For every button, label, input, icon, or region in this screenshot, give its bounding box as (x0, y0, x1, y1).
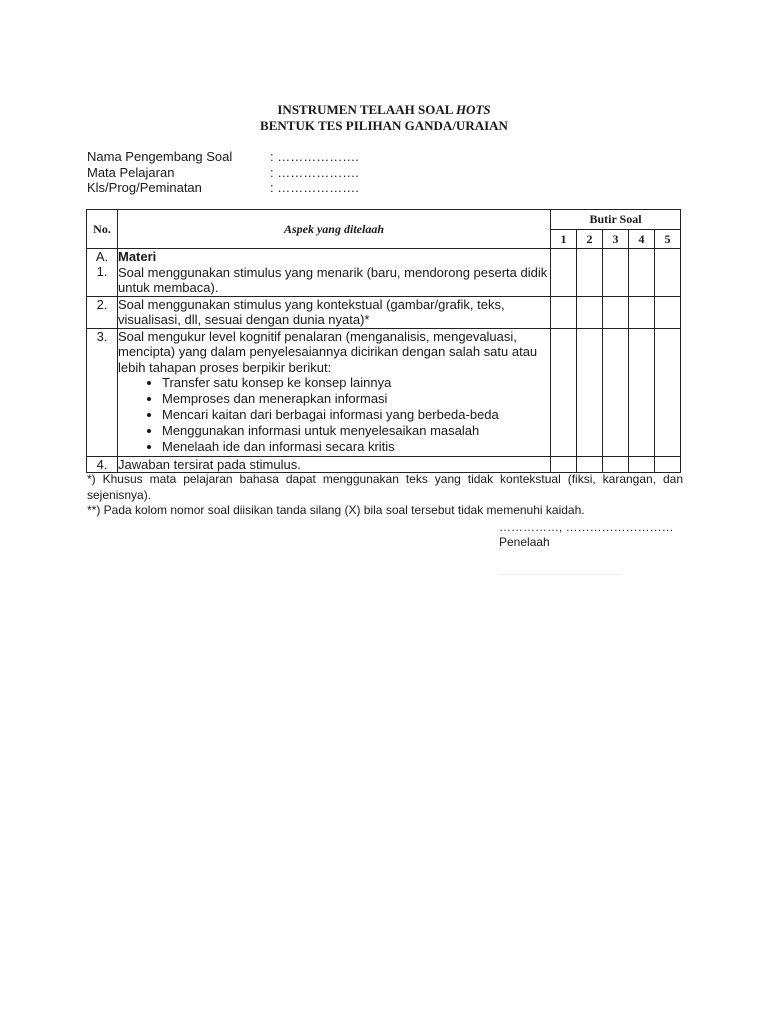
footnotes (87, 472, 683, 519)
header-item-2: 2 (577, 230, 603, 249)
header-item-4: 4 (629, 230, 655, 249)
review-table (86, 209, 681, 473)
check-cell-2-1[interactable] (551, 296, 577, 328)
row-text-2: Soal menggunakan stimulus yang kontekstual (gambar/grafik, teks, visualisasi, dll, sesuai dengan dunia nyata)* (118, 296, 551, 328)
title-emphasis: HOTS (455, 102, 491, 117)
header-no: No. (87, 210, 118, 249)
thinking-process-list (118, 375, 550, 455)
signature-line (498, 574, 622, 575)
check-cell-1-2[interactable] (577, 249, 603, 297)
section-letter: A. (95, 249, 109, 264)
table-header-row (87, 210, 681, 230)
row-aspek-3 (118, 328, 551, 456)
list-item: • Menggunakan informasi untuk menyelesaikan masalah (162, 423, 550, 439)
list-item: • Memproses dan menerapkan informasi (162, 391, 550, 407)
row-aspek (118, 249, 551, 297)
table-row (87, 249, 681, 297)
class-program-label: Kls/Prog/Peminatan (87, 180, 202, 195)
header-item-1: 1 (551, 230, 577, 249)
check-cell-3-4[interactable] (629, 328, 655, 456)
check-cell-2-2[interactable] (577, 296, 603, 328)
subject-label: Mata Pelajaran (87, 164, 175, 180)
check-cell-1-1[interactable] (551, 249, 577, 297)
section-title: Materi (118, 249, 157, 264)
row-text-1: Soal menggunakan stimulus yang menarik (baru, mendorong peserta didik untuk membaca). (118, 264, 548, 295)
check-cell-4-4[interactable] (629, 456, 655, 473)
document-subtitle: BENTUK TES PILIHAN GANDA/URAIAN (260, 118, 508, 133)
check-cell-2-4[interactable] (629, 296, 655, 328)
class-program-value: : ………………. (270, 180, 359, 195)
row-number (87, 249, 118, 297)
header-butir-soal: Butir Soal (551, 210, 681, 230)
check-cell-4-5[interactable] (655, 456, 681, 473)
row-number-1: 1. (96, 264, 108, 279)
row-text-3: Soal mengukur level kognitif penalaran (menganalisis, mengevaluasi, mencipta) yang dalam penyelesaiannya dicirikan dengan salah satu atau lebih tahapan proses berpikir berikut: (118, 328, 538, 375)
check-cell-2-5[interactable] (655, 296, 681, 328)
table-row (87, 456, 681, 473)
developer-name-label: Nama Pengembang Soal (87, 149, 233, 164)
check-cell-3-5[interactable] (655, 328, 681, 456)
signature-label: Penelaah (499, 535, 550, 549)
check-cell-1-5[interactable] (655, 249, 681, 297)
row-number-4: 4. (87, 456, 118, 473)
check-cell-4-3[interactable] (603, 456, 629, 473)
list-item: • Mencari kaitan dari berbagai informasi yang berbeda-beda (162, 407, 550, 423)
header-item-3: 3 (603, 230, 629, 249)
check-cell-3-3[interactable] (603, 328, 629, 456)
developer-name-value: : ………………. (270, 149, 359, 164)
title-prefix: INSTRUMEN TELAAH SOAL (277, 102, 456, 117)
check-cell-1-3[interactable] (603, 249, 629, 297)
list-item: • Menelaah ide dan informasi secara kritis (162, 439, 550, 455)
footnote-1: *) Khusus mata pelajaran bahasa dapat menggunakan teks yang tidak kontekstual (fiksi, karangan, dan sejenisnya). (87, 472, 683, 502)
header-aspek: Aspek yang ditelaah (118, 210, 551, 249)
signature-place-date: ……………, ……………………… (499, 520, 674, 534)
check-cell-3-1[interactable] (551, 328, 577, 456)
row-text-4: Jawaban tersirat pada stimulus. (118, 456, 551, 473)
subject-value: : ………………. (270, 164, 359, 180)
header-item-5: 5 (655, 230, 681, 249)
check-cell-1-4[interactable] (629, 249, 655, 297)
check-cell-4-1[interactable] (551, 456, 577, 473)
row-number-2: 2. (87, 296, 118, 328)
check-cell-4-2[interactable] (577, 456, 603, 473)
list-item: • Transfer satu konsep ke konsep lainnya (162, 375, 550, 391)
table-row (87, 328, 681, 456)
document-title (0, 102, 768, 117)
check-cell-2-3[interactable] (603, 296, 629, 328)
check-cell-3-2[interactable] (577, 328, 603, 456)
footnote-2: **) Pada kolom nomor soal diisikan tanda silang (X) bila soal tersebut tidak memenuhi kaidah. (87, 503, 585, 517)
row-number-3: 3. (87, 328, 118, 456)
table-row (87, 296, 681, 328)
